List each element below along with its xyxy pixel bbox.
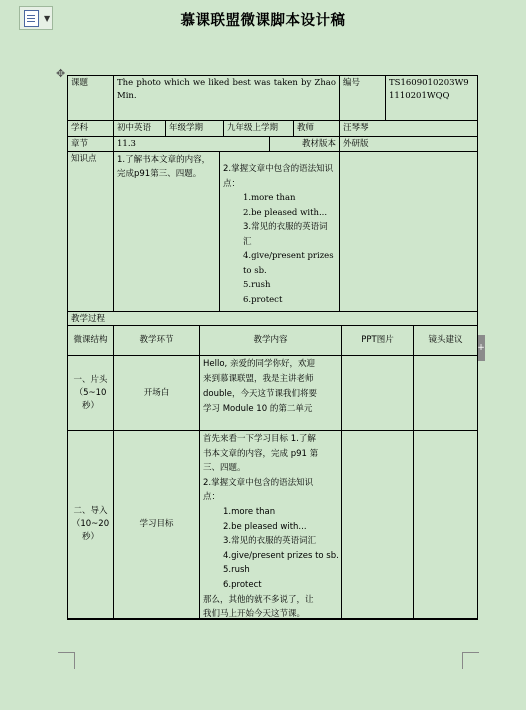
version-label: 教材版本: [270, 137, 340, 152]
crop-mark: [58, 652, 75, 669]
content-line: 我们马上开始今天这节课。: [203, 609, 306, 619]
version-value: 外研版: [340, 137, 478, 152]
content-line: 三、四题。: [203, 463, 246, 474]
list-item: 2.be pleased with...: [243, 207, 328, 218]
header-ppt: PPT图片: [342, 326, 414, 356]
grade-value: 九年级上学期: [224, 121, 294, 137]
row-ppt: [342, 356, 414, 431]
section-value: 11.3: [114, 137, 270, 152]
list-item: 1.more than: [223, 506, 276, 517]
list-item: 5.rush: [243, 280, 271, 290]
number-value: TS1609010203W91110201WQQ: [386, 76, 478, 121]
teacher-value: 汪琴琴: [340, 121, 478, 137]
content-line: 来到慕课联盟，我是主讲老师: [203, 374, 314, 384]
section-label: 章节: [68, 137, 114, 152]
header-step: 教学环节: [114, 326, 200, 356]
list-item: 3.常见的衣服的英语词汇: [223, 536, 317, 547]
knowledge-point2: [220, 152, 340, 312]
table-move-icon[interactable]: ✥: [56, 67, 66, 80]
content-line: 2.掌握文章中包含的语法知识: [203, 477, 314, 488]
row-content: [200, 431, 342, 619]
row-content: [200, 356, 342, 431]
list-item: 1.more than: [243, 193, 296, 203]
expand-tab-icon[interactable]: +: [477, 335, 485, 361]
header-content: 教学内容: [200, 326, 342, 356]
content-line: Hello, 亲爱的同学你好，欢迎: [203, 359, 315, 369]
dropdown-caret-icon: ▼: [44, 13, 51, 23]
row-step: 开场白: [114, 356, 200, 431]
list-item: 4.give/present prizes to sb.: [223, 550, 339, 561]
knowledge-point1: 1.了解书本文章的内容，完成p91第三、四题。: [114, 152, 220, 312]
content-line: 学习 Module 10 的第二单元: [203, 404, 313, 414]
knowledge-label: 知识点: [68, 152, 114, 312]
row-step: 学习目标: [114, 431, 200, 619]
row-camera: [414, 356, 478, 431]
crop-mark: [462, 652, 479, 669]
process-label: 教学过程: [68, 312, 478, 326]
list-item: 4.give/present prizes to sb.: [243, 251, 334, 276]
topic-value: The photo which we liked best was taken by Zhao Min.: [114, 76, 340, 121]
topic-label: 课题: [68, 76, 114, 121]
content-line: 那么，其他的就不多说了，让: [203, 594, 314, 605]
list-item: 3.常见的衣服的英语词汇: [243, 222, 328, 247]
list-item: 6.protect: [223, 579, 262, 590]
content-line: 书本文章的内容，完成 p91 第: [203, 448, 319, 459]
list-item: 6.protect: [243, 294, 283, 305]
knowledge-point2-title: 2.掌握文章中包含的语法知识点：: [223, 164, 334, 189]
row-ppt: [342, 431, 414, 619]
row-structure: 一、片头（5~10秒）: [68, 356, 114, 431]
row-structure: 二、导入（10~20秒）: [68, 431, 114, 619]
header-camera: 镜头建议: [414, 326, 478, 356]
number-label: 编号: [340, 76, 386, 121]
list-item: 2.be pleased with...: [223, 521, 307, 532]
grade-label: 年级学期: [166, 121, 224, 137]
content-line: double，今天这节课我们将要: [203, 389, 317, 399]
content-line: 点：: [203, 492, 221, 503]
teacher-label: 教师: [294, 121, 340, 137]
row-camera: [414, 431, 478, 619]
subject-label: 学科: [68, 121, 114, 137]
subject-value: 初中英语: [114, 121, 166, 137]
header-structure: 微课结构: [68, 326, 114, 356]
page-title: 慕课联盟微课脚本设计稿: [180, 13, 346, 29]
content-line: 首先来看一下学习目标 1.了解: [203, 434, 316, 444]
list-item: 5.rush: [223, 565, 250, 576]
knowledge-empty-cell: [340, 152, 478, 312]
